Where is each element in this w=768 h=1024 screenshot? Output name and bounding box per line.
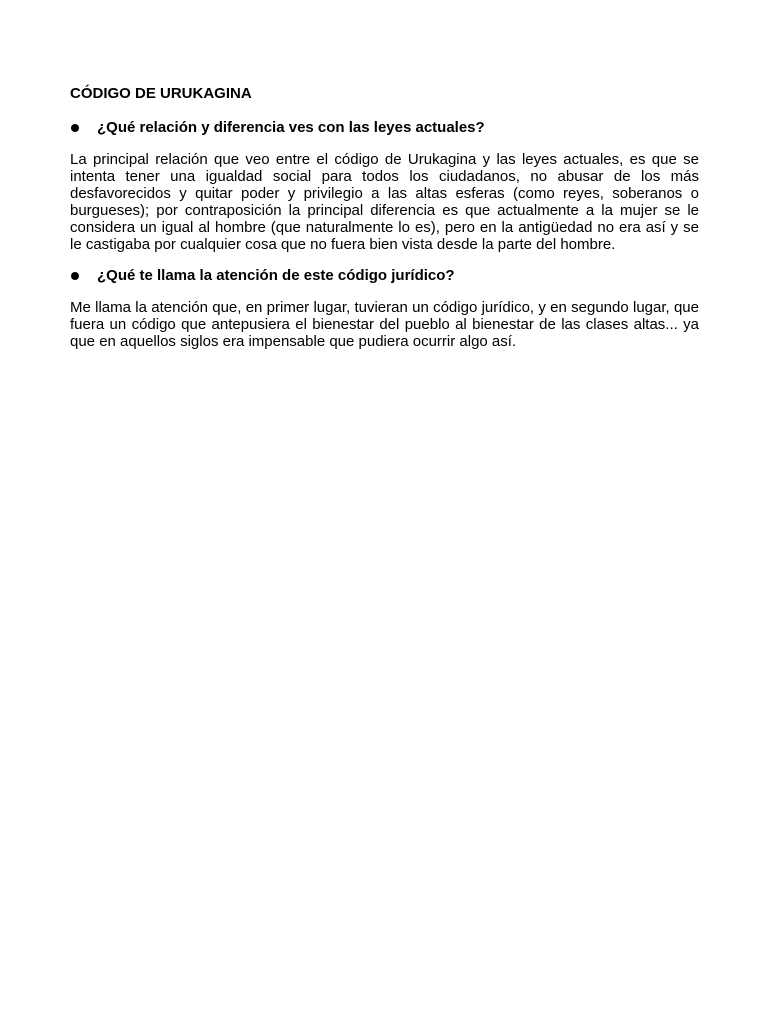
bullet-icon — [71, 124, 79, 132]
question-2-text: ¿Qué te llama la atención de este código jurídico? — [97, 267, 455, 284]
question-2 — [70, 267, 699, 285]
answer-1: La principal relación que veo entre el código de Urukagina y las leyes actuales, es que se intenta tener una igualdad social para todos los ciudadanos, no abusar de los más desfavorecidos y quitar poder y privilegio a las altas esferas (como reyes, soberanos o burgueses); por contraposición la principal diferencia es que actualmente a la mujer se le considera un igual al hombre (que naturalmente lo es), pero en la antigüedad no era así y se le castigaba por cualquier cosa que no fuera bien vista desde la parte del hombre. — [70, 151, 699, 253]
answer-2: Me llama la atención que, en primer lugar, tuvieran un código jurídico, y en segundo lugar, que fuera un código que antepusiera el bienestar del pueblo al bienestar de las clases altas... ya que en aquellos siglos era impensable que pudiera ocurrir algo así. — [70, 299, 699, 350]
question-1-text: ¿Qué relación y diferencia ves con las leyes actuales? — [97, 119, 485, 136]
bullet-icon — [71, 272, 79, 280]
question-1 — [70, 119, 699, 137]
document-title: CÓDIGO DE URUKAGINA — [70, 85, 252, 102]
document-content — [70, 85, 699, 364]
